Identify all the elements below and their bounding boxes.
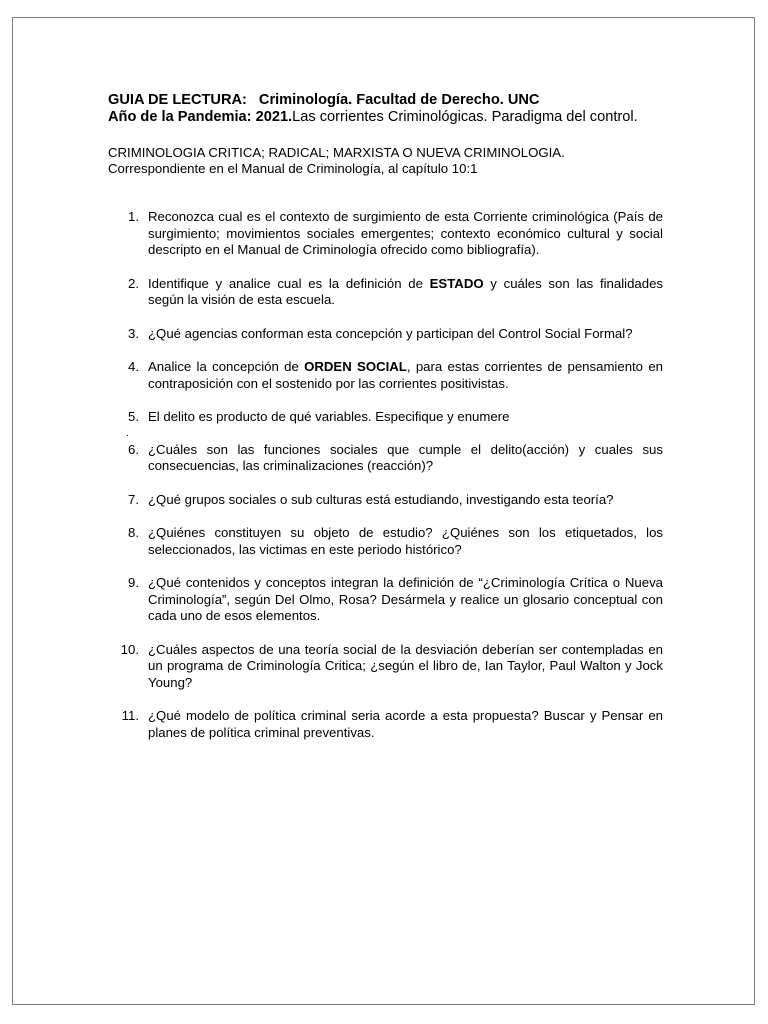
question-text: ¿Qué grupos sociales o sub culturas está estudiando, investigando esta teoría? xyxy=(148,491,614,507)
question-text: Reconozca cual es el contexto de surgimiento de esta Corriente criminológica (País de surgimiento; movimientos sociales emergentes; contexto económico cultural y social descripto en el Manual de Criminología ofrecido como bibliografía). xyxy=(148,209,663,257)
question-item-3 xyxy=(108,326,663,343)
guide-label: GUIA DE LECTURA: xyxy=(108,92,247,108)
intro-block xyxy=(108,145,663,177)
document-content xyxy=(108,92,663,741)
question-text: ¿Qué agencias conforman esta concepción y participan del Control Social Formal? xyxy=(148,325,633,341)
header-line-1 xyxy=(108,92,663,109)
question-text-pre: Analice la concepción de xyxy=(148,359,305,374)
question-item-5 xyxy=(108,409,663,426)
question-text: ¿Quiénes constituyen su objeto de estudio? ¿Quiénes son los etiquetados, los seleccionados, las victimas en este periodo histórico? xyxy=(148,525,663,557)
question-item-11 xyxy=(108,708,663,741)
question-text: ¿Qué contenidos y conceptos integran la definición de “¿Criminología Crítica o Nueva Criminología”, según Del Olmo, Rosa? Desármela y realice un glosario conceptual con cada uno de esos elementos. xyxy=(148,575,663,623)
document-page xyxy=(12,17,755,1005)
question-list xyxy=(108,209,663,741)
question-number: 4. xyxy=(128,359,139,374)
question-number: 8. xyxy=(128,525,139,540)
question-text: El delito es producto de qué variables. Especifique y enumere xyxy=(148,409,510,424)
subject-title: Las corrientes Criminológicas. Paradigma del control. xyxy=(292,109,638,125)
question-text-post: y cuáles son las finalidades según la visión de esta escuela. xyxy=(148,275,663,307)
question-item-2 xyxy=(108,276,663,309)
course-title: Criminología. Facultad de Derecho. UNC xyxy=(258,92,540,108)
intro-reference: Correspondiente en el Manual de Criminología, al capítulo 10:1 xyxy=(108,161,478,176)
question-number: 9. xyxy=(128,575,139,590)
question-item-7 xyxy=(108,492,663,509)
question-keyword: ORDEN SOCIAL xyxy=(304,359,407,374)
question-text: ¿Cuáles aspectos de una teoría social de la desviación deberían ser contempladas en un programa de Criminología Critica; ¿según el libro de, Ian Taylor, Paul Walton y Jock Young? xyxy=(148,641,663,690)
question-item-8 xyxy=(108,525,663,558)
question-item-4 xyxy=(108,359,663,392)
question-text-pre: Identifique y analice cual es la definición de xyxy=(148,275,430,291)
question-number: 6. xyxy=(128,441,139,457)
intro-heading: CRIMINOLOGIA CRITICA; RADICAL; MARXISTA O NUEVA CRIMINOLOGIA. xyxy=(108,145,565,160)
question-number: 10. xyxy=(120,641,139,657)
question-item-9 xyxy=(108,575,663,625)
question-item-1 xyxy=(108,209,663,259)
question-text-post: , para estas corrientes de pensamiento en contraposición con el sostenido por las corrientes positivistas. xyxy=(148,359,663,391)
question-item-10 xyxy=(108,642,663,692)
year-label: Año de la Pandemia: 2021. xyxy=(108,109,293,125)
question-number: 7. xyxy=(128,491,139,507)
question-item-6 xyxy=(108,442,663,475)
header-line-2 xyxy=(108,109,663,126)
question-number: 1. xyxy=(128,209,139,224)
question-text: ¿Cuáles son las funciones sociales que cumple el delito(acción) y cuales sus consecuencias, las criminalizaciones (reacción)? xyxy=(148,441,663,473)
stray-mark: . xyxy=(126,427,129,439)
question-number: 11. xyxy=(121,708,139,723)
question-number: 3. xyxy=(128,325,139,341)
question-number: 2. xyxy=(128,275,139,291)
question-number: 5. xyxy=(128,409,139,424)
question-keyword: ESTADO xyxy=(429,275,484,291)
question-text: ¿Qué modelo de política criminal seria acorde a esta propuesta? Buscar y Pensar en planes de política criminal preventivas. xyxy=(148,708,663,740)
